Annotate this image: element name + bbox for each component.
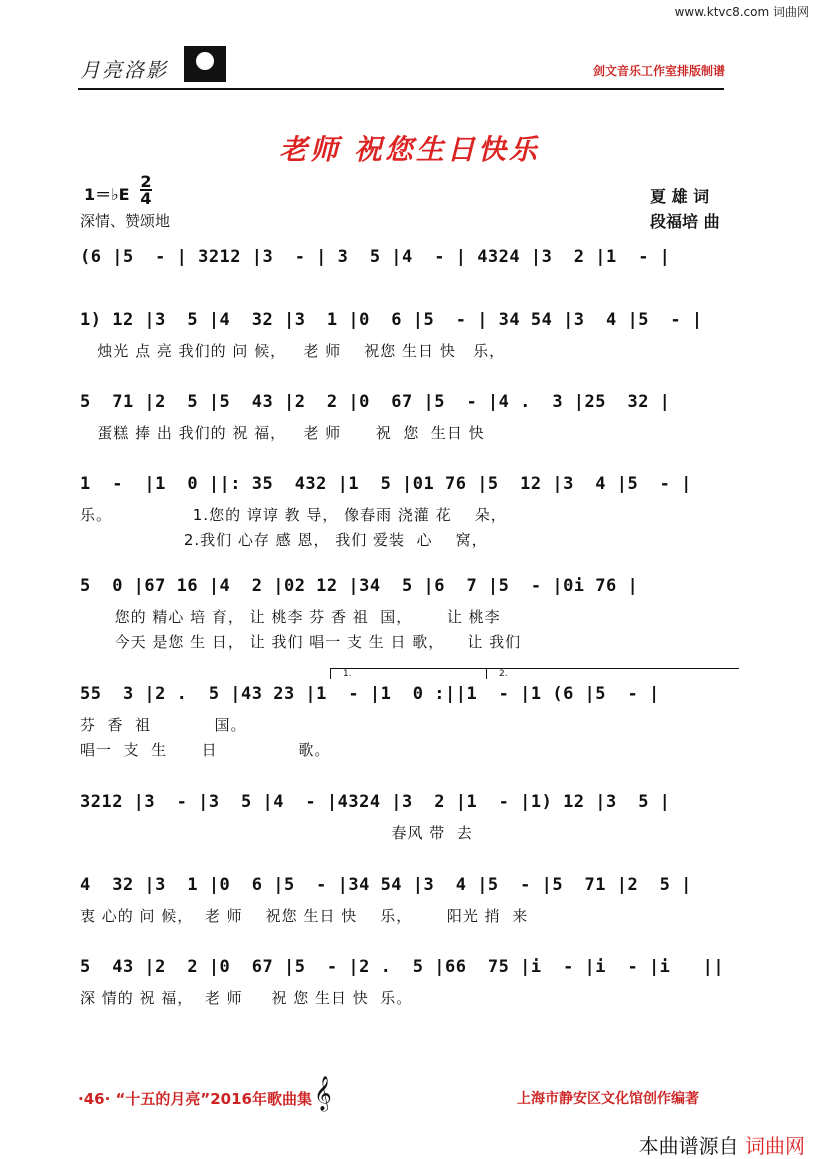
studio-credit: 剑文音乐工作室排版制谱 [592, 64, 725, 78]
lyric-line: 芬 香 祖 国。 [80, 716, 247, 734]
notation-line: 55 3 |2 . 5 |43 23 |1 - |1 0 :||1 - |1 (6 |5 - | [80, 684, 660, 704]
lyric-line: 唱一 支 生 日 歌。 [80, 741, 331, 759]
composer: 段福培 曲 [650, 212, 720, 231]
notation-line: 5 43 |2 2 |0 67 |5 - |2 . 5 |66 75 |i - |i - |i || [80, 957, 725, 977]
notation-line: 3212 |3 - |3 5 |4 - |4324 |3 2 |1 - |1) 12 |3 5 | [80, 792, 671, 812]
lyric-line: 乐。 1.您的 谆谆 教 导， 像春雨 浇灌 花 朵， [80, 506, 507, 524]
time-signature: 2 4 [140, 172, 152, 208]
footer-book: ·46· “十五的月亮”2016年歌曲集 [78, 1090, 312, 1108]
watermark-top: www.ktvc8.com 词曲网 [674, 5, 809, 19]
volta-ending: 2. [486, 668, 739, 679]
lyric-line: 烛光 点 亮 我们的 问 候， 老 师 祝您 生日 快 乐， [80, 342, 506, 360]
moon-icon [196, 52, 214, 70]
lyric-line: 2.我们 心存 感 恩， 我们 爱装 心 窝， [80, 531, 488, 549]
lyric-line: 衷 心的 问 候， 老 师 祝您 生日 快 乐， 阳光 捎 来 [80, 907, 529, 925]
notation-line: 5 0 |67 16 |4 2 |02 12 |34 5 |6 7 |5 - |0i 76 | [80, 576, 639, 596]
logo-text: 月亮洛影 [80, 58, 168, 82]
tempo-marking: 深情、赞颂地 [80, 212, 171, 230]
lyric-line: 深 情的 祝 福， 老 师 祝 您 生日 快 乐。 [80, 989, 413, 1007]
notation-line: 4 32 |3 1 |0 6 |5 - |34 54 |3 4 |5 - |5 71 |2 5 | [80, 875, 692, 895]
key-signature: 1＝♭E [84, 185, 130, 204]
song-title: 老师 祝您生日快乐 [279, 133, 540, 166]
lyric-line: 您的 精心 培 育， 让 桃李 芬 香 祖 国， 让 桃李 [80, 608, 501, 626]
footer-publisher: 上海市静安区文化馆创作编著 [517, 1091, 699, 1107]
notation-line: 1 - |1 0 ||: 35 432 |1 5 |01 76 |5 12 |3 4 |5 - | [80, 474, 692, 494]
volta-ending: 1. [330, 668, 493, 679]
watermark-bottom: 本曲谱源自 词曲网 [638, 1134, 805, 1158]
lyricist: 夏 雄 词 [650, 187, 710, 206]
lyric-line: 蛋糕 捧 出 我们的 祝 福， 老 师 祝 您 生日 快 [80, 424, 485, 442]
notation-line: 1) 12 |3 5 |4 32 |3 1 |0 6 |5 - | 34 54 |3 4 |5 - | [80, 310, 703, 330]
lyric-line: 春风 带 去 [80, 824, 473, 842]
notation-line: 5 71 |2 5 |5 43 |2 2 |0 67 |5 - |4 . 3 |25 32 | [80, 392, 671, 412]
treble-clef-icon: 𝄞 [314, 1076, 332, 1111]
header-divider [78, 88, 724, 90]
lyric-line: 今天 是您 生 日， 让 我们 唱一 支 生 日 歌， 让 我们 [80, 633, 522, 651]
notation-line: (6 |5 - | 3212 |3 - | 3 5 |4 - | 4324 |3 2 |1 - | [80, 247, 671, 267]
